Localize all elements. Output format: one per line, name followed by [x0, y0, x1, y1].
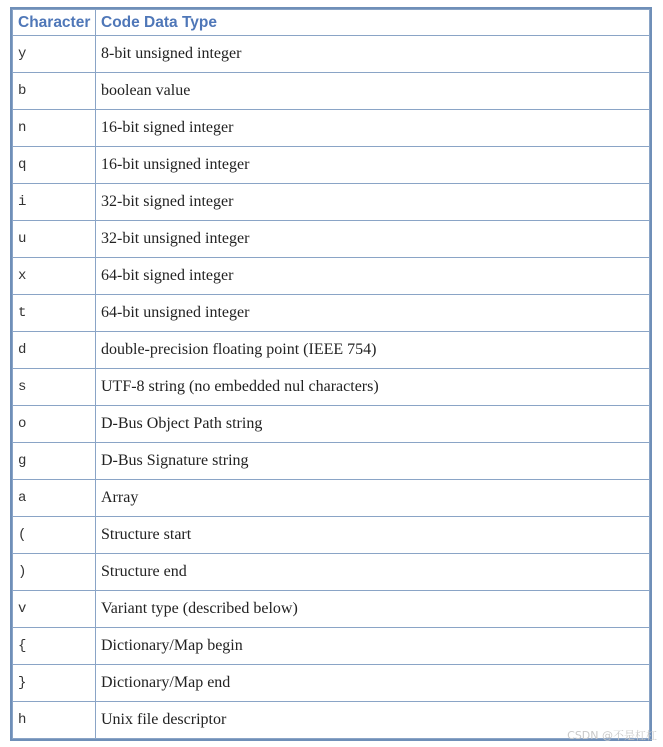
type-character: o	[13, 406, 96, 443]
type-character: }	[13, 665, 96, 702]
type-character: {	[13, 628, 96, 665]
type-character: h	[13, 702, 96, 739]
type-character: b	[13, 73, 96, 110]
type-character: (	[13, 517, 96, 554]
table-row	[13, 147, 650, 184]
table-row	[13, 702, 650, 739]
dbus-type-table	[12, 9, 650, 739]
type-description: Structure end	[96, 554, 650, 591]
type-description: Variant type (described below)	[96, 591, 650, 628]
table-row	[13, 628, 650, 665]
table-row	[13, 665, 650, 702]
type-description: 8-bit unsigned integer	[96, 36, 650, 73]
type-character: a	[13, 480, 96, 517]
type-character: v	[13, 591, 96, 628]
type-description: Structure start	[96, 517, 650, 554]
type-description: double-precision floating point (IEEE 754)	[96, 332, 650, 369]
table-row	[13, 332, 650, 369]
type-character: q	[13, 147, 96, 184]
dbus-type-table-container	[10, 7, 652, 741]
type-description: D-Bus Object Path string	[96, 406, 650, 443]
type-description: Unix file descriptor	[96, 702, 650, 739]
type-description: 32-bit signed integer	[96, 184, 650, 221]
table-row	[13, 221, 650, 258]
type-character: )	[13, 554, 96, 591]
table-row	[13, 517, 650, 554]
type-character: i	[13, 184, 96, 221]
type-description: 64-bit signed integer	[96, 258, 650, 295]
type-character: y	[13, 36, 96, 73]
type-description: 16-bit signed integer	[96, 110, 650, 147]
type-description: 16-bit unsigned integer	[96, 147, 650, 184]
type-character: s	[13, 369, 96, 406]
table-row	[13, 591, 650, 628]
watermark: CSDN @不是杠杠	[567, 729, 657, 742]
table-row	[13, 554, 650, 591]
type-description: 64-bit unsigned integer	[96, 295, 650, 332]
table-row	[13, 36, 650, 73]
type-description: boolean value	[96, 73, 650, 110]
header-character: Character	[13, 10, 96, 36]
type-description: 32-bit unsigned integer	[96, 221, 650, 258]
type-character: d	[13, 332, 96, 369]
type-character: u	[13, 221, 96, 258]
type-character: g	[13, 443, 96, 480]
type-character: x	[13, 258, 96, 295]
table-row	[13, 73, 650, 110]
table-row	[13, 110, 650, 147]
table-row	[13, 406, 650, 443]
table-row	[13, 184, 650, 221]
type-description: Array	[96, 480, 650, 517]
type-description: Dictionary/Map begin	[96, 628, 650, 665]
type-character: t	[13, 295, 96, 332]
table-row	[13, 480, 650, 517]
type-character: n	[13, 110, 96, 147]
type-description: UTF-8 string (no embedded nul characters)	[96, 369, 650, 406]
table-row	[13, 369, 650, 406]
table-row	[13, 443, 650, 480]
table-header-row	[13, 10, 650, 36]
table-row	[13, 295, 650, 332]
type-description: D-Bus Signature string	[96, 443, 650, 480]
type-description: Dictionary/Map end	[96, 665, 650, 702]
header-code-data-type: Code Data Type	[96, 10, 650, 36]
table-row	[13, 258, 650, 295]
